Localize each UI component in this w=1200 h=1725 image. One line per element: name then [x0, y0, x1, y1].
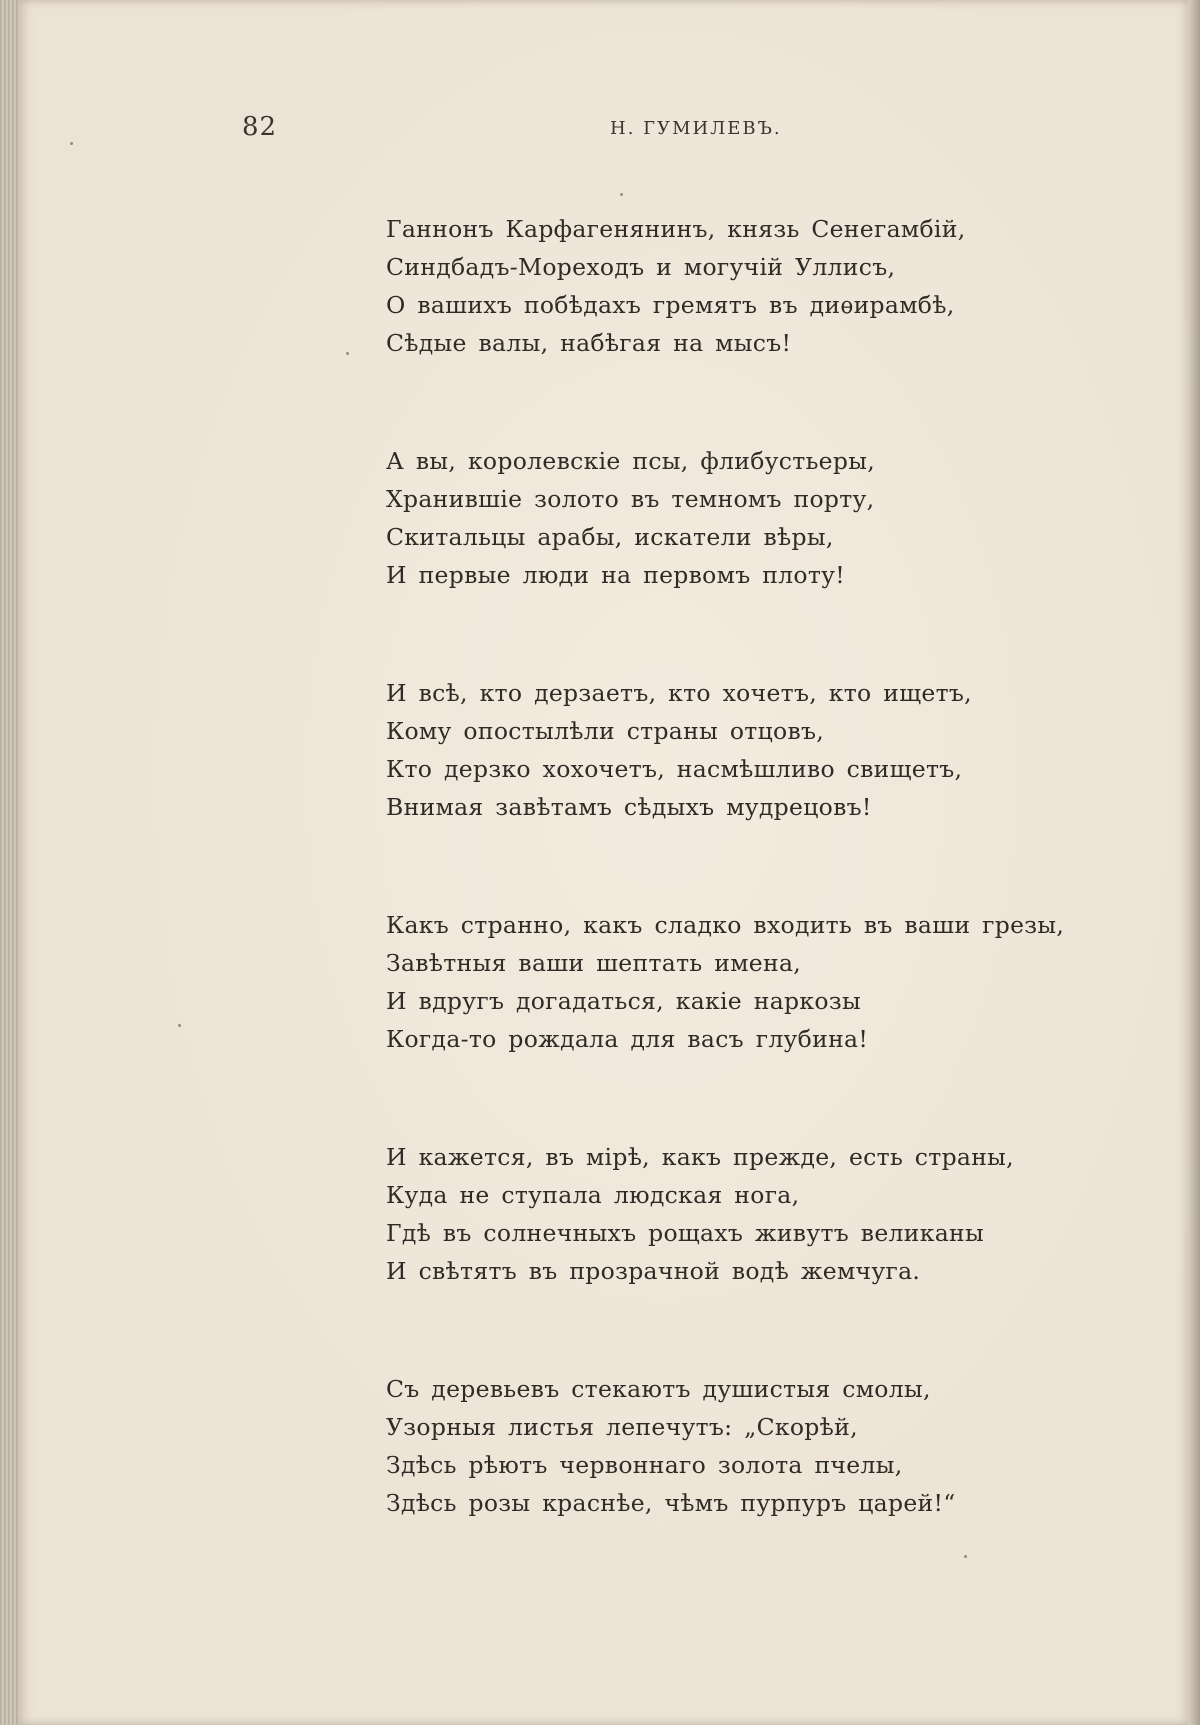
paper-speck — [346, 352, 349, 355]
poem-line: Здѣсь розы краснѣе, чѣмъ пурпуръ царей!“ — [386, 1489, 956, 1517]
page-number: 82 — [242, 112, 278, 142]
paper-speck — [70, 142, 73, 145]
poem — [386, 210, 1086, 1522]
poem-line: Сѣдые валы, набѣгая на мысъ! — [386, 329, 792, 357]
running-head — [218, 112, 978, 148]
poem-line: Узорныя листья лепечутъ: „Скорѣй, — [386, 1413, 858, 1441]
stanza-5 — [386, 1138, 1086, 1290]
poem-line: Когда-то рождала для васъ глубина! — [386, 1025, 869, 1053]
poem-line: Ганнонъ Карфагенянинъ, князь Сенегамбій, — [386, 215, 966, 243]
paper-speck — [964, 1555, 967, 1558]
book-page — [18, 0, 1188, 1725]
poem-line: Кому опостылѣли страны отцовъ, — [386, 717, 825, 745]
paper-speck — [178, 1024, 181, 1027]
poem-line: Гдѣ въ солнечныхъ рощахъ живутъ великаны — [386, 1219, 984, 1247]
poem-line: Куда не ступала людская нога, — [386, 1181, 800, 1209]
poem-line: Какъ странно, какъ сладко входить въ ваши грезы, — [386, 911, 1065, 939]
poem-line: О вашихъ побѣдахъ гремятъ въ диѳирамбѣ, — [386, 291, 955, 319]
poem-line: И первые люди на первомъ плоту! — [386, 561, 846, 589]
paper-speck — [620, 193, 623, 196]
poem-line: Хранившіе золото въ темномъ порту, — [386, 485, 875, 513]
stanza-4 — [386, 906, 1086, 1058]
running-head-author: Н. ГУМИЛЕВЪ. — [610, 118, 782, 139]
poem-line: И всѣ, кто дерзаетъ, кто хочетъ, кто ищетъ, — [386, 679, 972, 707]
stanza-2 — [386, 442, 1086, 594]
poem-line: Скитальцы арабы, искатели вѣры, — [386, 523, 834, 551]
poem-line: А вы, королевскіе псы, флибустьеры, — [386, 447, 875, 475]
poem-line: Внимая завѣтамъ сѣдыхъ мудрецовъ! — [386, 793, 872, 821]
poem-line: Завѣтныя ваши шептать имена, — [386, 949, 802, 977]
poem-line: И свѣтятъ въ прозрачной водѣ жемчуга. — [386, 1257, 921, 1285]
page-stack-edge-left — [0, 0, 18, 1725]
page-stack-edge-right — [1188, 0, 1200, 1725]
stanza-1 — [386, 210, 1086, 362]
poem-line: Синдбадъ-Мореходъ и могучій Уллисъ, — [386, 253, 896, 281]
stanza-6 — [386, 1370, 1086, 1522]
poem-line: И кажется, въ мірѣ, какъ прежде, есть страны, — [386, 1143, 1014, 1171]
poem-line: Кто дерзко хохочетъ, насмѣшливо свищетъ, — [386, 755, 963, 783]
poem-line: Съ деревьевъ стекаютъ душистыя смолы, — [386, 1375, 931, 1403]
poem-line: И вдругъ догадаться, какіе наркозы — [386, 987, 861, 1015]
poem-line: Здѣсь рѣютъ червоннаго золота пчелы, — [386, 1451, 903, 1479]
stanza-3 — [386, 674, 1086, 826]
